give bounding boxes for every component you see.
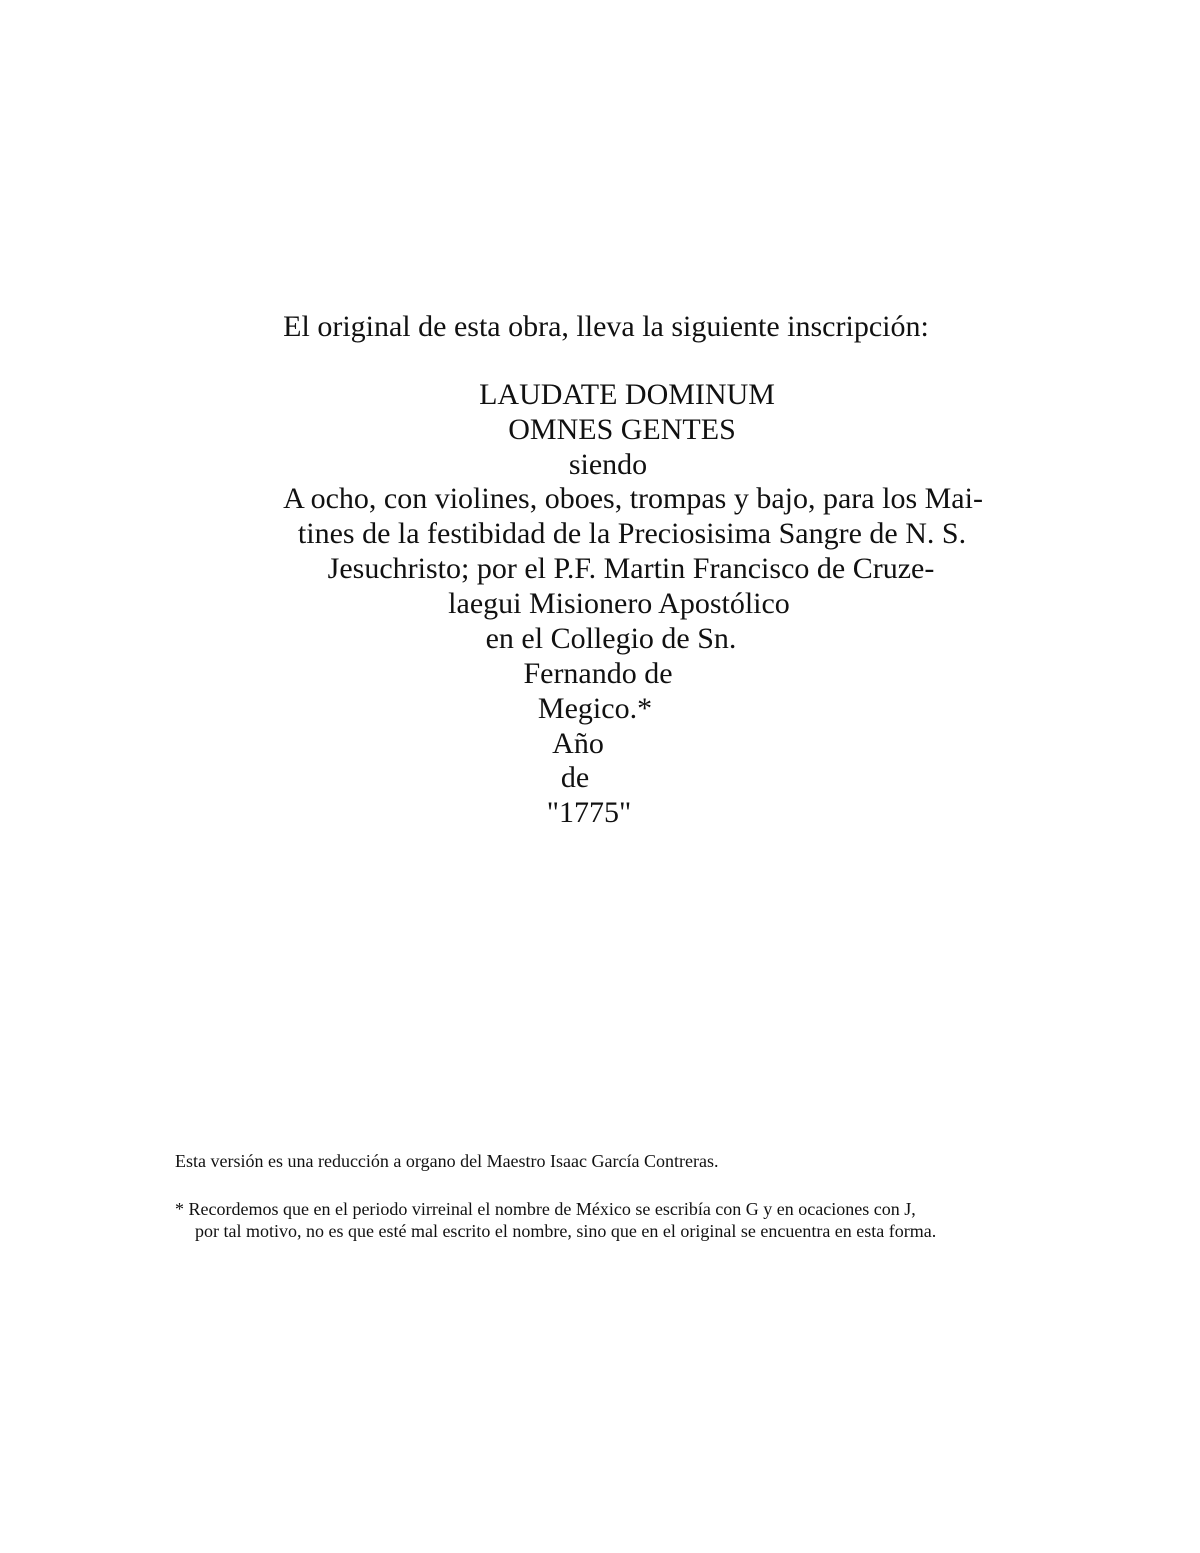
- asterisk-footnote-line: por tal motivo, no es que esté mal escrito el nombre, sino que en el original se encuentra en esta forma.: [195, 1221, 937, 1241]
- inscription-line: laegui Misionero Apostólico: [448, 587, 790, 620]
- asterisk-footnote-line: * Recordemos que en el periodo virreinal el nombre de México se escribía con G y en ocaciones con J,: [175, 1199, 916, 1219]
- asterisk-footnote: [175, 1198, 1075, 1242]
- inscription-line: LAUDATE DOMINUM: [479, 378, 775, 411]
- inscription-line: Megico.*: [537, 692, 653, 725]
- inscription-line: "1775": [546, 796, 632, 829]
- inscription-line: en el Collegio de Sn.: [485, 622, 737, 655]
- inscription-line: Año: [552, 727, 604, 760]
- inscription-line: A ocho, con violines, oboes, trompas y bajo, para los Mai-: [283, 482, 983, 515]
- version-note: Esta versión es una reducción a organo del Maestro Isaac García Contreras.: [175, 1151, 719, 1171]
- inscription-line: de: [560, 761, 590, 794]
- intro-text: El original de esta obra, lleva la siguiente inscripción:: [283, 310, 929, 343]
- inscription-line: siendo: [568, 448, 648, 481]
- inscription-line: Fernando de: [523, 657, 673, 690]
- inscription-line: OMNES GENTES: [508, 413, 736, 446]
- footnotes: [175, 1150, 1075, 1242]
- inscription-line: Jesuchristo; por el P.F. Martin Francisco de Cruze-: [327, 552, 935, 585]
- inscription-line: tines de la festibidad de la Preciosisima Sangre de N. S.: [297, 517, 967, 550]
